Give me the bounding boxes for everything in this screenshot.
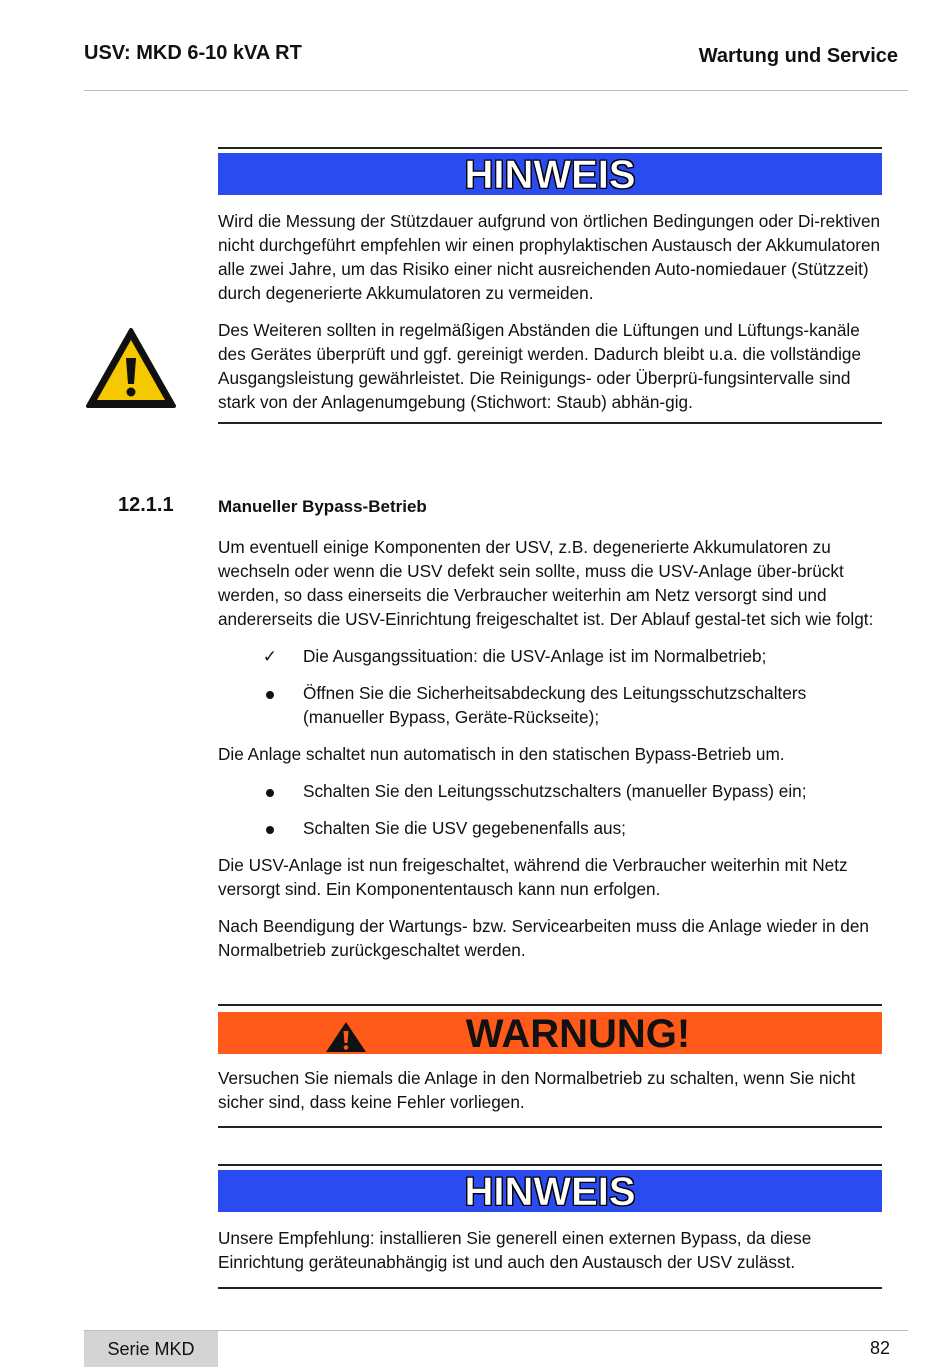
list-item-text: Öffnen Sie die Sicherheitsabdeckung des Leitungsschutzschalters (manueller Bypass, Geräte-Rückseite); (303, 683, 807, 727)
notice-box-2 (218, 1164, 882, 1289)
section-body (218, 535, 882, 962)
list-item (218, 779, 882, 803)
section-title: Manueller Bypass-Betrieb (218, 497, 427, 516)
warning-box (218, 1004, 882, 1128)
section-intro: Um eventuell einige Komponenten der USV, z.B. degenerierte Akkumulatoren zu wechseln oder wenn die USV defekt sein sollte, muss die USV-Anlage über-brückt werden, so dass einerseits die Verbraucher weiterhin am Netz versorgt sind und andererseits die USV-Einrichtung freigeschaltet ist. Der Ablauf gestal-tet sich wie folgt: (218, 537, 874, 629)
list-item (218, 644, 882, 668)
notice-box-1 (218, 147, 882, 424)
warning-triangle-icon (324, 1019, 368, 1063)
warning-text: Versuchen Sie niemals die Anlage in den Normalbetrieb zu schalten, wenn Sie nicht sicher sind, dass keine Fehler vorliegen. (218, 1068, 856, 1112)
section-number: 12.1.1 (118, 494, 174, 516)
header-divider (84, 90, 908, 91)
warning-triangle-icon (84, 326, 178, 415)
notice-paragraph: Wird die Messung der Stützdauer aufgrund von örtlichen Bedingungen oder Di-rektiven nicht durchgeführt empfehlen wir einen prophylaktischen Austausch der Akkumulatoren alle zwei Jahre, um das Risiko einer nicht ausreichenden Auto-nomiedauer (Stützzeit) durch degenerierte Akkumulatoren zu vermeiden. (218, 211, 881, 303)
list-item-text: Schalten Sie die USV gegebenenfalls aus; (303, 818, 626, 838)
section-paragraph: Die Anlage schaltet nun automatisch in den statischen Bypass-Betrieb um. (218, 744, 785, 764)
section-paragraph: Nach Beendigung der Wartungs- bzw. Servicearbeiten muss die Anlage wieder in den Normalbetrieb zurückgeschaltet werden. (218, 916, 869, 960)
section-header-title: Wartung und Service (698, 45, 898, 67)
bullet-icon (260, 681, 280, 705)
list-item-text: Schalten Sie den Leitungsschutzschalters (manueller Bypass) ein; (303, 781, 807, 801)
bullet-icon (260, 816, 280, 840)
warning-bottom-rule (218, 1126, 882, 1128)
section-paragraph: Die USV-Anlage ist nun freigeschaltet, während die Verbraucher weiterhin mit Netz versorgt sind. Ein Komponententausch kann nun erfolgen. (218, 855, 848, 899)
list-item (218, 816, 882, 840)
notice-heading: HINWEIS (218, 1170, 882, 1212)
warning-heading: WARNUNG! (465, 1012, 691, 1056)
bullet-icon (260, 779, 280, 803)
checkmark-icon: ✓ (262, 646, 278, 666)
list-item-text: Die Ausgangssituation: die USV-Anlage ist im Normalbetrieb; (303, 646, 767, 666)
notice-bottom-rule (218, 422, 882, 424)
notice-bottom-rule (218, 1287, 882, 1289)
document-title: USV: MKD 6-10 kVA RT (84, 42, 302, 64)
warning-heading-bar (218, 1012, 882, 1054)
notice-paragraph: Des Weiteren sollten in regelmäßigen Abständen die Lüftungen und Lüftungs-kanäle des Gerätes überprüft und ggf. gereinigt werden. Dadurch bleibt u.a. die vollständige Ausgangsleistung gewährleistet. Die Reinigungs- oder Überprü-fungsintervalle sind stark von der Anlagenumgebung (Stichwort: Staub) abhän-gig. (218, 320, 862, 412)
notice-heading: HINWEIS (218, 153, 882, 195)
list-item (218, 681, 882, 729)
footer-series: Serie MKD (84, 1331, 218, 1367)
page-number: 82 (869, 1338, 890, 1358)
notice-paragraph: Unsere Empfehlung: installieren Sie generell einen externen Bypass, da diese Einrichtung geräteunabhängig ist und auch den Austausch der USV zulässt. (218, 1228, 812, 1272)
